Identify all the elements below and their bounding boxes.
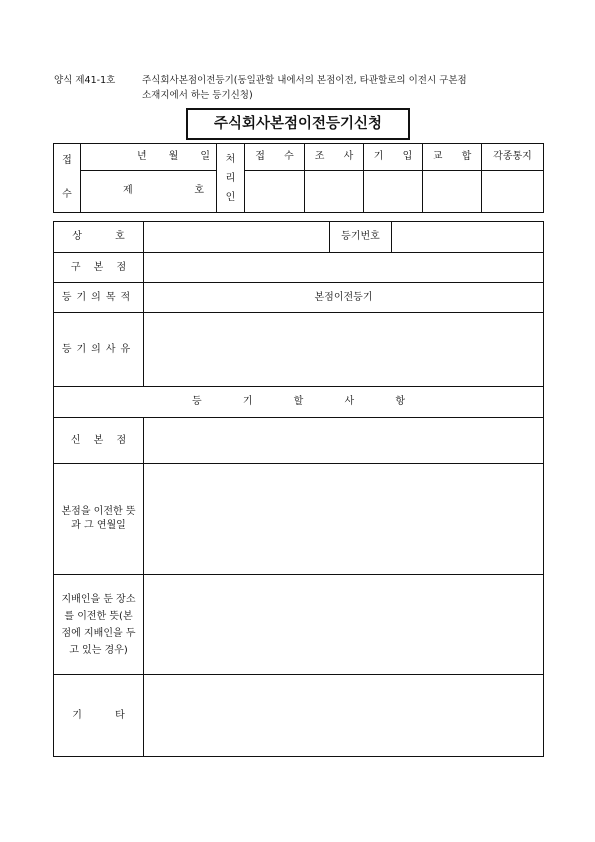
application-table [53,221,544,757]
year-label: 년 [137,150,147,162]
number-suffix: 호 [194,185,204,197]
reception-number-cell[interactable] [81,170,217,212]
relocation-label-line1: 본점을 이전한 뜻 [61,506,136,517]
manager-label-line3: 점에 지배인을 두 [61,627,136,639]
reason-label: 등기의사유 [54,313,144,387]
reception-stamp-field[interactable] [245,170,305,212]
relocation-label [54,464,144,575]
notifications-stamp-field[interactable] [482,170,544,212]
month-label: 월 [168,150,179,162]
section-header: 등 기 할 사 항 [54,387,544,418]
column-entry: 기 입 [364,144,423,171]
processor-label-3: 인 [225,191,236,203]
trade-name-field[interactable] [144,222,330,253]
registration-no-field[interactable] [392,222,544,253]
entry-stamp-field[interactable] [364,170,423,212]
column-notifications: 각종통지 [482,144,544,171]
old-head-office-label: 구 본 점 [54,253,144,283]
processor-label-2: 리 [225,172,236,184]
manager-label-line1: 지배인을 둔 장소 [61,593,136,605]
form-number: 양식 제41-1호 [54,75,116,86]
reception-label-cell [54,144,81,213]
registration-no-label: 등기번호 [330,222,392,253]
relocation-field[interactable] [144,464,544,575]
manager-label-line4: 고 있는 경우) [69,644,128,656]
purpose-value: 본점이전등기 [144,283,544,313]
other-label: 기 타 [54,675,144,757]
purpose-label: 등기의목적 [54,283,144,313]
manager-location-label [54,575,144,675]
reception-table [53,143,544,213]
form-description-line2: 소재지에서 하는 등기신청) [142,90,253,101]
reception-date-cell[interactable] [81,144,217,171]
form-description-line1: 주식회사본점이전등기(동일관할 내에서의 본점이전, 타관할로의 이전시 구본점 [142,75,467,86]
processor-label-cell [217,144,245,213]
reception-label-top: 접 [62,155,72,166]
number-prefix: 제 [123,185,133,197]
relocation-label-line2: 과 그 연월일 [71,520,126,531]
column-verification: 교 합 [423,144,482,171]
old-head-office-field[interactable] [144,253,544,283]
inspection-stamp-field[interactable] [305,170,364,212]
day-label: 일 [200,150,210,162]
reason-field[interactable] [144,313,544,387]
trade-name-label: 상 호 [54,222,144,253]
verification-stamp-field[interactable] [423,170,482,212]
page-title: 주식회사본점이전등기신청 [186,108,410,140]
new-head-office-label: 신 본 점 [54,418,144,464]
new-head-office-field[interactable] [144,418,544,464]
reception-label-bottom: 수 [62,189,72,200]
manager-location-field[interactable] [144,575,544,675]
column-reception: 접 수 [245,144,305,171]
manager-label-line2: 를 이전한 뜻(본 [64,610,133,622]
column-inspection: 조 사 [305,144,364,171]
other-field[interactable] [144,675,544,757]
processor-label-1: 처 [225,153,236,165]
